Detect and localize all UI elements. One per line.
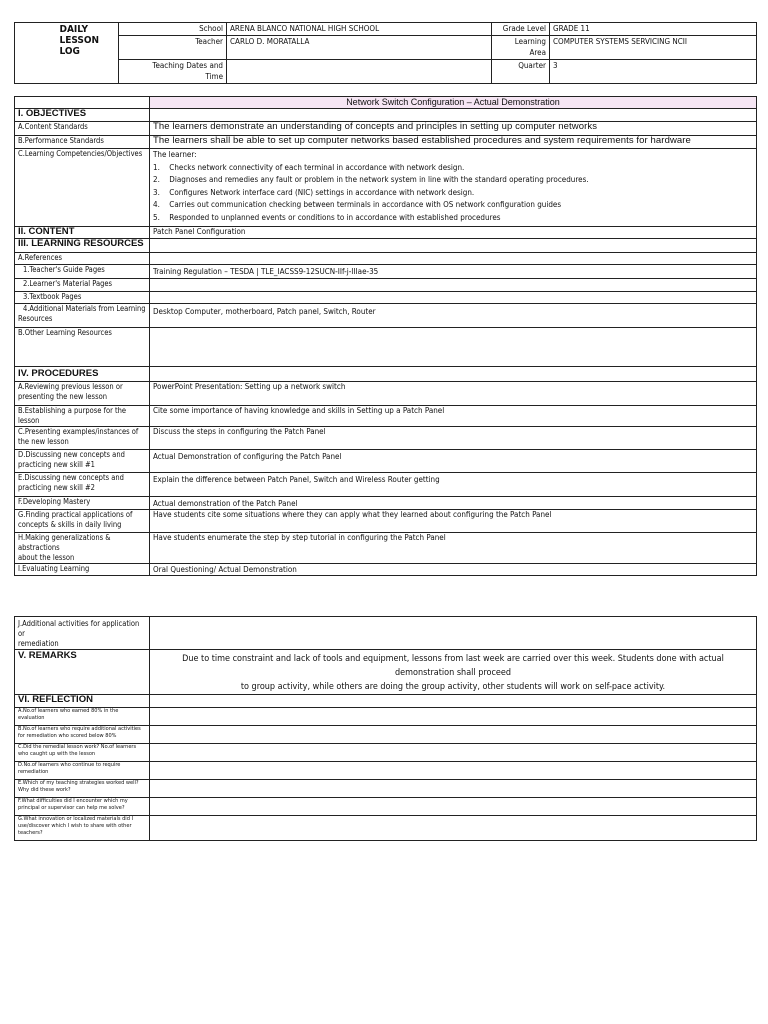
- teacher-value: CARLO D. MORATALLA: [227, 36, 492, 60]
- content-value: Patch Panel Configuration: [150, 227, 757, 239]
- proc-j-label: J.Additional activities for application or remediation: [15, 617, 150, 650]
- ref-a-label: A.No.of learners who earned 80% in the evaluation: [15, 708, 150, 726]
- list-item: 2. Diagnoses and remedies any fault or problem in the network system in line with the standard operating procedures.: [153, 175, 589, 185]
- proc-g-label: G.Finding practical applications of concepts & skills in daily living: [15, 510, 150, 533]
- additional-value: Desktop Computer, motherboard, Patch panel, Switch, Router: [150, 304, 757, 328]
- proc-b: Cite some importance of having knowledge and skills in Setting up a Patch Panel: [150, 406, 757, 427]
- content-standards-label: A.Content Standards: [15, 122, 150, 136]
- reflection-heading: VI. REFLECTION: [15, 695, 150, 708]
- reflection-table: [14, 616, 757, 841]
- proc-d-label: D.Discussing new concepts and practicing new skill #1: [15, 450, 150, 473]
- dates-value: [227, 60, 492, 84]
- proc-f: Actual demonstration of the Patch Panel: [150, 497, 757, 510]
- lesson-table: [14, 96, 757, 576]
- teacher-label: Teacher: [119, 36, 227, 60]
- content-heading: II. CONTENT: [15, 227, 150, 239]
- proc-c: Discuss the steps in configuring the Patch Panel: [150, 427, 757, 450]
- dates-label: Teaching Dates and Time: [119, 60, 227, 84]
- performance-standards-label: B.Performance Standards: [15, 136, 150, 149]
- proc-g: Have students cite some situations where they can apply what they learned about configuring the Patch Panel: [150, 510, 757, 533]
- other-label: B.Other Learning Resources: [15, 328, 150, 367]
- tg-label: 1.Teacher's Guide Pages: [15, 265, 150, 279]
- content-standards: The learners demonstrate an understanding of concepts and principles in setting up computer networks: [150, 122, 757, 136]
- proc-h-label: H.Making generalizations & abstractions about the lesson: [15, 533, 150, 564]
- ref-g-label: G.What innovation or localized materials did I use/discover which I wish to share with other teachers?: [15, 816, 150, 841]
- list-item: 4. Carries out communication checking between terminals in accordance with OS network configuration guides: [153, 200, 562, 210]
- remarks-heading: V. REMARKS: [15, 650, 150, 695]
- objectives-heading: I. OBJECTIVES: [15, 109, 150, 122]
- lesson-title: Network Switch Configuration – Actual Demonstration: [150, 97, 757, 109]
- additional-label: 4.Additional Materials from Learning Resources: [15, 304, 150, 328]
- proc-f-label: F.Developing Mastery: [15, 497, 150, 510]
- list-item: 5. Responded to unplanned events or conditions to in accordance with established procedures: [153, 212, 501, 222]
- proc-i: Oral Questioning/ Actual Demonstration: [150, 564, 757, 576]
- proc-h: Have students enumerate the step by step tutorial in configuring the Patch Panel: [150, 533, 757, 564]
- lm-label: 2.Learner's Material Pages: [15, 279, 150, 292]
- ref-c-label: C.Did the remedial lesson work? No.of learners who caught up with the lesson: [15, 744, 150, 762]
- resources-heading: III. LEARNING RESOURCES: [15, 239, 150, 253]
- dll-title: DAILY LESSON LOG: [57, 23, 119, 84]
- school-label: School: [119, 23, 227, 36]
- textbook-value: [150, 292, 757, 304]
- proc-d: Actual Demonstration of configuring the Patch Panel: [150, 450, 757, 473]
- lm-value: [150, 279, 757, 292]
- proc-a-label: A.Reviewing previous lesson or presenting the new lesson: [15, 382, 150, 406]
- references-label: A.References: [15, 253, 150, 265]
- proc-e: Explain the difference between Patch Panel, Switch and Wireless Router getting: [150, 473, 757, 497]
- ref-e-label: E.Which of my teaching strategies worked well? Why did these work?: [15, 780, 150, 798]
- grade-label: Grade Level: [492, 23, 550, 36]
- proc-a: PowerPoint Presentation: Setting up a network switch: [150, 382, 757, 406]
- header-table: [14, 22, 757, 84]
- ref-d-label: D.No.of learners who continue to require remediation: [15, 762, 150, 780]
- area-value: COMPUTER SYSTEMS SERVICING NCII: [550, 36, 757, 60]
- remarks-text: Due to time constraint and lack of tools and equipment, lessons from last week are carried over this week. Students done with actual demonstration shall proceed to group activity, while others are doing the group activity, other students will work on self-pace activity.: [150, 650, 757, 695]
- proc-e-label: E.Discussing new concepts and practicing new skill #2: [15, 473, 150, 497]
- list-item: 1. Checks network connectivity of each terminal in accordance with network design.: [153, 162, 465, 172]
- grade-value: GRADE 11: [550, 23, 757, 36]
- proc-b-label: B.Establishing a purpose for the lesson: [15, 406, 150, 427]
- ref-b-label: B.No.of learners who require additional activities for remediation who scored below 80%: [15, 726, 150, 744]
- textbook-label: 3.Textbook Pages: [15, 292, 150, 304]
- tg-value: Training Regulation – TESDA | TLE_IACSS9-12SUCN-IIf-j-IIIae-35: [150, 265, 757, 279]
- performance-standards: The learners shall be able to set up computer networks based established procedures and system requirements for hardware: [150, 136, 757, 149]
- quarter-label: Quarter: [492, 60, 550, 84]
- proc-c-label: C.Presenting examples/instances of the new lesson: [15, 427, 150, 450]
- other-value: [150, 328, 757, 367]
- competencies-label: C.Learning Competencies/Objectives: [15, 149, 150, 227]
- quarter-value: 3: [550, 60, 757, 84]
- area-label: Learning Area: [492, 36, 550, 60]
- proc-j: [150, 617, 757, 650]
- proc-i-label: I.Evaluating Learning: [15, 564, 150, 576]
- competencies-list: The learner: 1. Checks network connectivity of each terminal in accordance with network design. 2. Diagnoses and remedies any fault or problem in the network system in line with the standard operating procedures. 3. Configures Network interface card (NIC) settings in accordance with network design. 4. Carries out communication checking between terminals in accordance with OS network configuration guides 5. Responded to unplanned events or conditions to in accordance with established procedures: [150, 149, 757, 227]
- list-item: 3. Configures Network interface card (NIC) settings in accordance with network design.: [153, 187, 475, 197]
- ref-f-label: F.What difficulties did I encounter which my principal or supervisor can help me solve?: [15, 798, 150, 816]
- school-value: ARENA BLANCO NATIONAL HIGH SCHOOL: [227, 23, 492, 36]
- procedures-heading: IV. PROCEDURES: [15, 367, 150, 382]
